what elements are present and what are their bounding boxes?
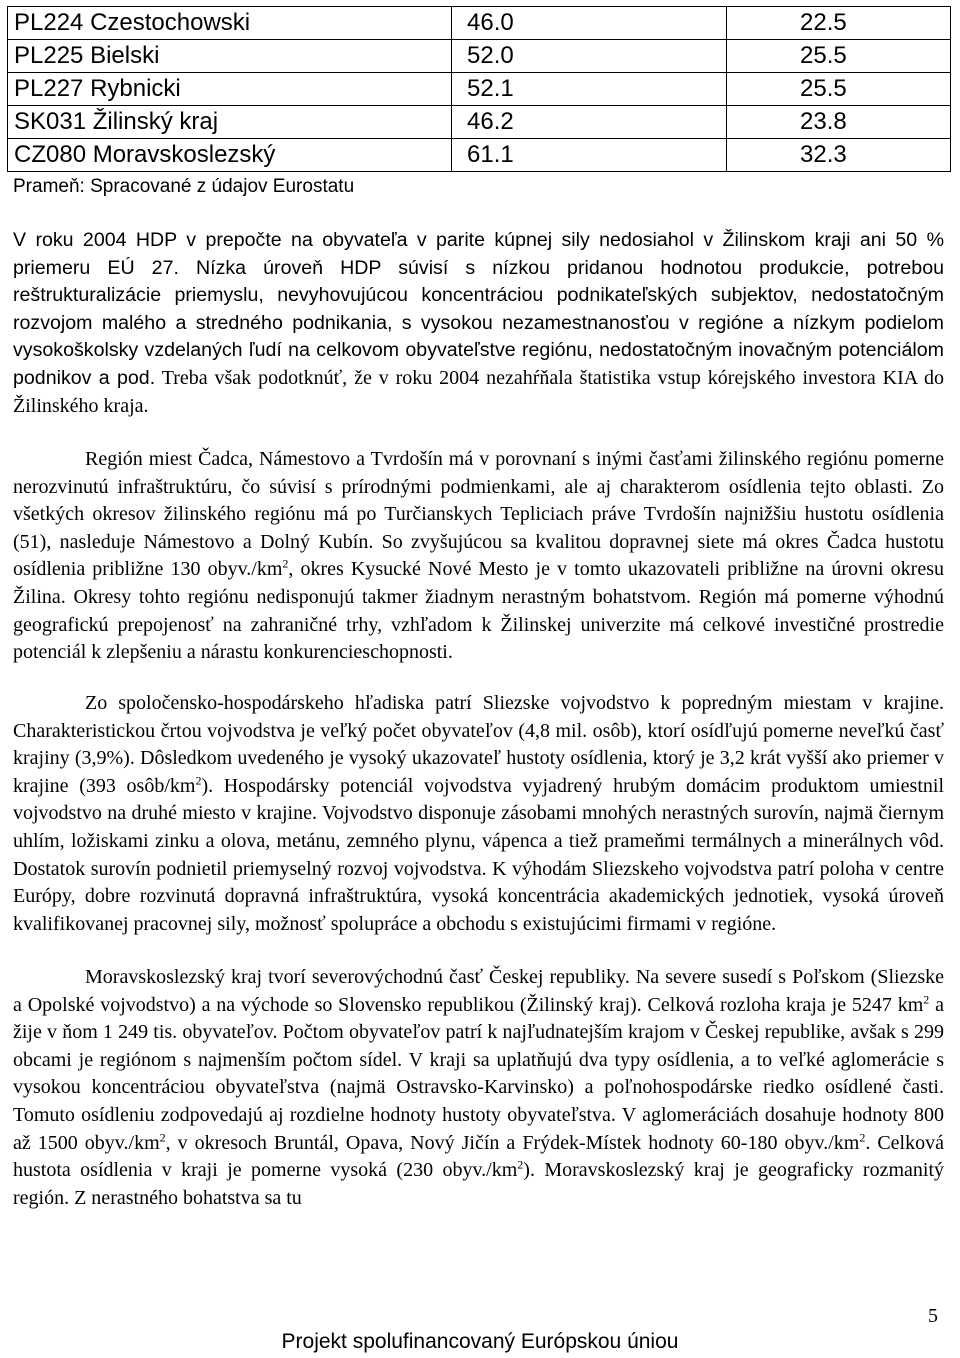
value-cell: 61.1: [452, 139, 727, 172]
value-cell: 46.0: [452, 7, 727, 40]
paragraph-moravian-silesian: [13, 964, 944, 1212]
value-cell: 23.8: [727, 106, 951, 139]
superscript: 2: [282, 556, 289, 571]
table-source-note: Prameň: Spracované z údajov Eurostatu: [13, 176, 355, 197]
paragraph-text: Región miest Čadca, Námestovo a Tvrdošín má v porovnaní s inými časťami žilinského regiónu pomerne nerozvinutú infraštruktúru, čo súvisí s prírodnými podmienkami, ale aj charakterom osídlenia tejto oblasti. Zo všetkých okresov žilinského regiónu má po Turčianskych Tepliciach práve Tvrdošín najnižšiu hustotu osídlenia (51), nasleduje Námestovo a Dolný Kubín. So zvyšujúcou sa kvalitou dopravnej siete má okres Čadca hustotu osídlenia približne 130 obyv./km: [13, 448, 944, 581]
value-cell: 25.5: [727, 73, 951, 106]
footer-text: Projekt spolufinancovaný Európskou úniou: [281, 1330, 679, 1353]
table-row: [8, 40, 951, 73]
superscript: 2: [517, 1157, 524, 1172]
superscript: 2: [859, 1129, 866, 1144]
superscript: 2: [195, 773, 202, 788]
table-row: [8, 7, 951, 40]
table-row: [8, 73, 951, 106]
paragraph-text: V roku 2004 HDP v prepočte na obyvateľa v parite kúpnej sily nedosiahol v Žilinskom kraji ani 50 % priemeru EÚ 27. Nízka úroveň HDP súvisí s nízkou pridanou hodnotou produkcie, potrebou reštrukturalizácie priemyslu, nevyhovujúcou koncentráciou podnikateľských subjektov, nedostatočným rozvojom malého a stredného podnikania, s vysokou nezamestnanosťou v regióne a nízkym podielom vysokoškolsky vzdelaných ľudí na celkovom obyvateľstve regiónu, nedostatočným inovačným potenciálom podnikov a pod.: [13, 229, 944, 389]
table-row: [8, 106, 951, 139]
value-cell: 46.2: [452, 106, 727, 139]
paragraph-cadca-region: [13, 446, 944, 667]
region-name-cell: PL225 Bielski: [8, 40, 452, 73]
region-name-cell: SK031 Žilinský kraj: [8, 106, 452, 139]
value-cell: 52.1: [452, 73, 727, 106]
paragraph-text: a žije v ňom 1 249 tis. obyvateľov. Počtom obyvateľov patrí k najľudnatejším krajom v Českej republike, avšak s 299 obcami je regiónom s najmenším počtom sídel. V kraji sa uplatňujú dva typy osídlenia, a to veľké aglomerácie s vysokou koncentráciou obyvateľstva (najmä Ostravsko-Karvinsko) a poľnohospodárske riedko osídlené časti. Tomuto osídleniu zodpovedajú aj rozdielne hodnoty hustoty obyvateľstva. V aglomeráciách dosahuje hodnoty 800 až 1500 obyv./km: [13, 993, 944, 1154]
value-cell: 22.5: [727, 7, 951, 40]
paragraph-text: ). Moravskoslezský kraj je geograficky rozmanitý región. Z nerastného bohatstva sa tu: [13, 1159, 945, 1209]
region-name-cell: PL224 Czestochowski: [8, 7, 452, 40]
value-cell: 32.3: [727, 139, 951, 172]
paragraph-text: , okres Kysucké Nové Mesto je v tomto ukazovateli približne na úrovni okresu Žilina. Okresy tohto regiónu nedisponujú takmer žiadnym nerastným bohatstvom. Región má pomerne výhodnú geografickú prepojenosť na zahraničné trhy, vzhľadom k Žilinskej univerzite má celkové investičné prostredie potenciál k zlepšeniu a nárastu konkurencieschopnosti.: [13, 558, 944, 664]
paragraph-text: Zo spoločensko-hospodárskeho hľadiska patrí Sliezske vojvodstvo k popredným miestam v krajine. Charakteristickou črtou vojvodstva je veľký počet obyvateľov (4,8 mil. osôb), ktorí osídľujú pomerne neveľkú časť krajiny (3,9%). Dôsledkom uvedeného je vysoký ukazovateľ hustoty osídlenia, ktorý je 3,2 krát vyšší ako priemer v krajine (393 osôb/km: [13, 692, 944, 797]
paragraph-silesian-voivodeship: [13, 690, 944, 938]
paragraph-text: , v okresoch Bruntál, Opava, Nový Jičín a Frýdek-Místek hodnoty 60-180 obyv./km: [165, 1131, 860, 1154]
page-number: 5: [928, 1305, 938, 1327]
paragraph-text: Treba však podotknúť, že v roku 2004 nezahŕňala štatistika vstup kórejského investora KIA do Žilinského kraja.: [13, 366, 945, 417]
region-name-cell: CZ080 Moravskoslezský: [8, 139, 452, 172]
superscript: 2: [159, 1129, 166, 1144]
paragraph-text: . Celková hustota osídlenia v kraji je pomerne vysoká (230 obyv./km: [13, 1131, 944, 1182]
paragraph-text: Moravskoslezský kraj tvorí severovýchodnú časť Českej republiky. Na severe susedí s Poľskom (Sliezske a Opolské vojvodstvo) a na východe so Slovensko republikou (Žilinský kraj). Celková rozloha kraja je 5247 km: [13, 966, 944, 1016]
data-table: [7, 6, 951, 172]
table-row: [8, 139, 951, 172]
superscript: 2: [923, 991, 930, 1006]
value-cell: 25.5: [727, 40, 951, 73]
value-cell: 52.0: [452, 40, 727, 73]
paragraph-gdp: [13, 227, 944, 420]
paragraph-text: ). Hospodársky potenciál vojvodstva vyjadrený hrubým domácim produktom umiestnil vojvodstvo na druhé miesto v krajine. Vojvodstvo disponuje zásobami mnohých nerastných surovín, najmä čiernym uhlím, ložiskami zinku a olova, metánu, zemného plynu, vápenca a tiež prameňmi termálnych a minerálnych vôd. Dostatok surovín podnietil priemyselný rozvoj vojvodstva. K výhodám Sliezskeho vojvodstva patrí poloha v centre Európy, dobre rozvinutá dopravná infraštruktúra, vysoká koncentrácia akademických jednotiek, vysoká úroveň kvalifikovanej pracovnej sily, možnosť spolupráce a obchodu s existujúcimi firmami v regióne.: [13, 774, 944, 935]
region-name-cell: PL227 Rybnicki: [8, 73, 452, 106]
